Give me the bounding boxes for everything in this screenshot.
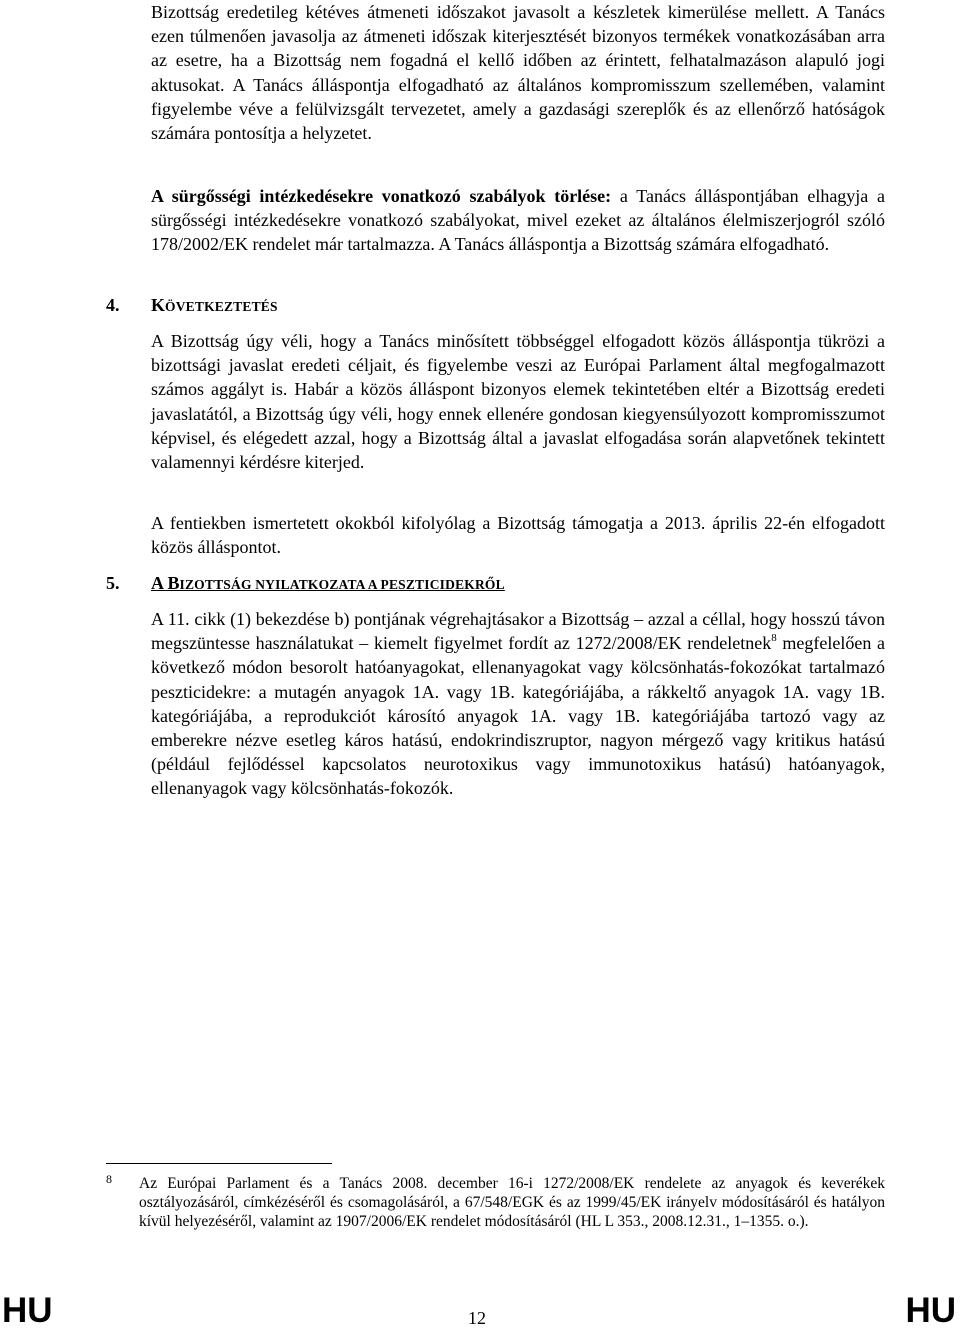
section-number: 4. bbox=[106, 295, 120, 315]
paragraph-text: megfelelően a következő módon besorolt hatóanyagokat, ellenanyagokat vagy kölcsönhatás-fokozókat tartalmazó peszticidekre: a mutagén anyagok 1A. vagy 1B. kategóriájába, a rákkeltő anyagok 1A. vagy 1B. kategóriájába, a reprodukciót károsító anyagok 1A. vagy 1B. kategóriájába tartozó vagy az emberekre nézve esetleg káros hatású, endokrindiszruptor, nagyon mérgező vagy kritikus hatású (például fejlődéssel kapcsolatos neurotoxikus vagy immunotoxikus hatású) hatóanyagok, ellenanyagok vagy kölcsönhatás-fokozók. bbox=[151, 633, 885, 799]
section-number: 5. bbox=[106, 573, 120, 593]
paragraph-lead-bold: A sürgősségi intézkedésekre vonatkozó szabályok törlése: bbox=[151, 186, 612, 206]
section-heading-4 bbox=[106, 293, 278, 319]
section-title: A BIZOTTSÁG NYILATKOZATA A PESZTICIDEKRŐL bbox=[151, 573, 505, 593]
paragraph-conclusion bbox=[151, 329, 885, 474]
paragraph-text: a Tanács álláspontjában elhagyja a sürgősségi intézkedésekre vonatkozó szabályokat, mivel ezeket az általános élelmiszerjogról szóló 178/2002/EK rendelet már tartalmazza. A Tanács álláspontja a Bizottság számára elfogadható. bbox=[151, 186, 885, 255]
paragraph-text: A fentiekben ismertetett okokból kifolyólag a Bizottság támogatja a 2013. április 22-én elfogadott közös álláspontot. bbox=[151, 513, 885, 558]
footer-language-left: HU bbox=[2, 1291, 53, 1330]
paragraph-text: Bizottság eredetileg kétéves átmeneti időszakot javasolt a készletek kimerülése mellett. A Tanács ezen túlmenően javasolja az átmeneti időszak kiterjesztését bizonyos termékek vonatkozásában arra az esetre, ha a Bizottság nem fogadná el kellő időben az érintett, felhatalmazáson alapuló jogi aktusokat. A Tanács álláspontja elfogadható az általános kompromisszum szellemében, valamint figyelembe véve a felülvizsgált tervezetet, amely a gazdasági szereplők és az ellenőrző hatóságok számára pontosítja a helyzetet. bbox=[151, 2, 885, 144]
paragraph-transition-period bbox=[151, 0, 885, 145]
section-heading-5 bbox=[106, 571, 505, 597]
section-title: KÖVETKEZTETÉS bbox=[151, 295, 278, 315]
footer-language-right: HU bbox=[905, 1291, 956, 1330]
paragraph-pesticides bbox=[151, 607, 885, 801]
paragraph-text: A Bizottság úgy véli, hogy a Tanács minősített többséggel elfogadott közös álláspontja tükrözi a bizottsági javaslat eredeti céljait, és figyelembe veszi az Európai Parlament által megfogalmazott számos aggályt is. Habár a közös álláspont bizonyos elemek tekintetében eltér a Bizottság eredeti javaslatától, a Bizottság úgy véli, hogy ennek ellenére gondosan kiegyensúlyozott kompromisszumot képvisel, és elégedett azzal, hogy a Bizottság által a javaslat elfogadása során alapvetőnek tekintett valamennyi kérdésre kiterjed. bbox=[151, 331, 885, 473]
paragraph-support bbox=[151, 511, 885, 559]
footnote-reference[interactable]: 8 bbox=[771, 632, 777, 645]
paragraph-emergency-measures bbox=[151, 184, 885, 257]
paragraph-text: A 11. cikk (1) bekezdése b) pontjának végrehajtásakor a Bizottság – azzal a céllal, hogy hosszú távon megszüntesse használatukat – kiemelt figyelmet fordít az 1272/2008/EK rendeletnek bbox=[151, 609, 885, 654]
footnote-divider bbox=[106, 1163, 332, 1164]
footnote-text: Az Európai Parlament és a Tanács 2008. december 16-i 1272/2008/EK rendelete az anyagok és keverékek osztályozásáról, címkézéséről és csomagolásáról, a 67/548/EGK és az 1999/45/EK irányelv módosításáról és hatályon kívül helyezéséről, valamint az 1907/2006/EK rendelet módosításáról (HL L 353., 2008.12.31., 1–1355. o.). bbox=[139, 1175, 885, 1230]
footnote-mark: 8 bbox=[106, 1172, 112, 1186]
page-number: 12 bbox=[468, 1308, 486, 1328]
